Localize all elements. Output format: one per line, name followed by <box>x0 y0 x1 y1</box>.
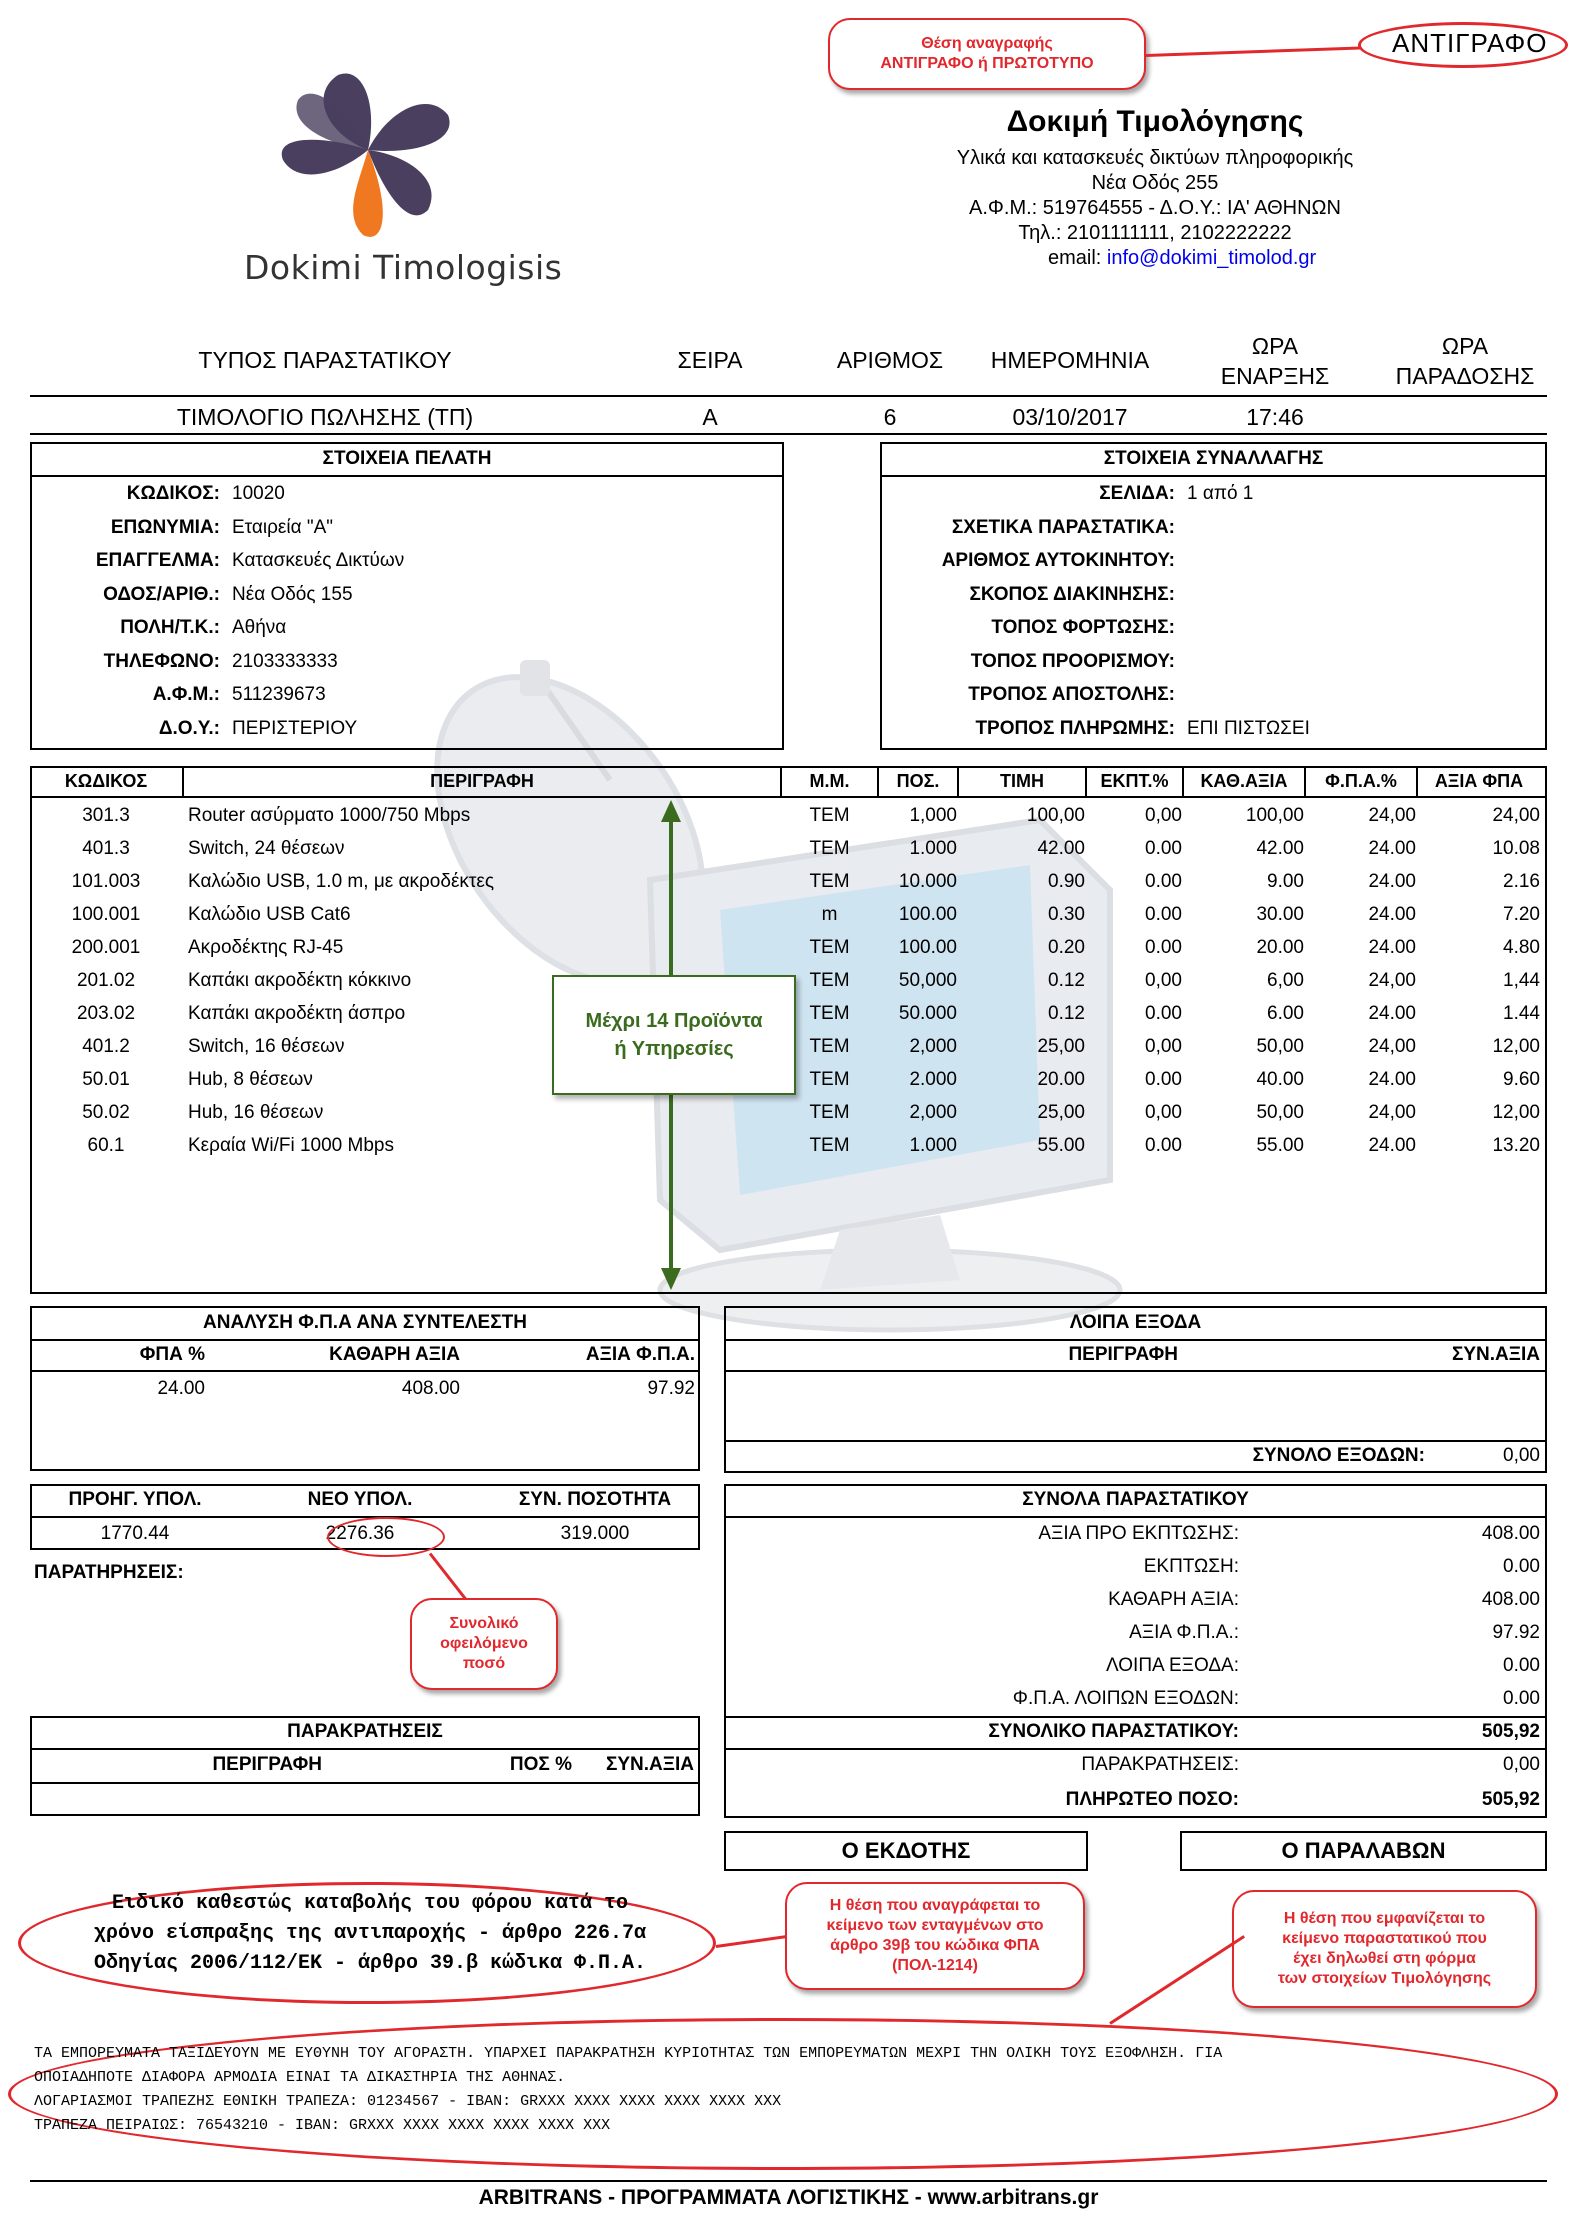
table-cell: ΤΕΜ <box>809 1003 850 1024</box>
table-cell: 40.00 <box>1256 1069 1304 1090</box>
other-expenses-total-value: 0,00 <box>1503 1445 1540 1466</box>
vat-col-net: ΚΑΘΑΡΗ ΑΞΙΑ <box>329 1344 460 1365</box>
totals-row-label: ΚΑΘΑΡΗ ΑΞΙΑ: <box>1108 1589 1239 1610</box>
table-cell: 20.00 <box>1037 1069 1085 1090</box>
transaction-field-label: ΤΡΟΠΟΣ ΑΠΟΣΤΟΛΗΣ: <box>968 684 1175 705</box>
vat-analysis-title-line <box>30 1339 700 1341</box>
table-cell: 24,00 <box>1368 805 1416 826</box>
callout-owed-line-3: ποσό <box>462 1655 506 1672</box>
table-cell: 1.000 <box>909 838 957 859</box>
callout-copy-position <box>828 18 1146 90</box>
table-cell: 100.001 <box>71 904 141 925</box>
receiver-signature-label: Ο ΠΑΡΑΛΑΒΩΝ <box>1281 1838 1446 1863</box>
totals-title: ΣΥΝΟΛΑ ΠΑΡΑΣΤΑΤΙΚΟΥ <box>1022 1489 1249 1510</box>
doc-header-divider <box>30 395 1547 397</box>
bottom-line: ARBITRANS - ΠΡΟΓΡΑΜΜΑΤΑ ΛΟΓΙΣΤΙΚΗΣ - www.arbitrans.gr <box>478 2186 1099 2209</box>
doc-date-label: ΗΜΕΡΟΜΗΝΙΑ <box>990 347 1150 373</box>
totals-row-value: 408.00 <box>1481 1523 1540 1544</box>
items-limit-callout <box>552 975 796 1095</box>
customer-field-label: Α.Φ.Μ.: <box>152 684 220 705</box>
table-cell: 42.00 <box>1037 838 1085 859</box>
balance-prev-value: 1770.44 <box>100 1523 170 1544</box>
table-cell: 6.00 <box>1267 1003 1304 1024</box>
withholdings-title-line <box>30 1748 700 1750</box>
balance-new-oval <box>327 1517 445 1557</box>
callout-special-line-3: άρθρο 39β του κώδικα ΦΠΑ <box>830 1937 1040 1954</box>
totals-row-label: Φ.Π.Α. ΛΟΙΠΩΝ ΕΞΟΔΩΝ: <box>1012 1688 1239 1709</box>
table-cell: Κεραία Wi/Fi 1000 Mbps <box>188 1135 394 1156</box>
table-cell: 60.1 <box>87 1135 125 1156</box>
items-col-header: ΠΟΣ. <box>896 771 940 791</box>
other-expenses-title-line <box>724 1339 1547 1341</box>
doc-number-value: 6 <box>883 404 897 430</box>
table-cell: 0.90 <box>1048 871 1085 892</box>
callout-owed-amount <box>410 1598 558 1690</box>
doc-start-label-1: ΩΡΑ <box>1251 333 1299 359</box>
issuer-signature-label: Ο ΕΚΔΟΤΗΣ <box>841 1838 971 1863</box>
table-cell: ΤΕΜ <box>809 871 850 892</box>
items-limit-line-1: Μέχρι 14 Προϊόντα <box>585 1010 763 1032</box>
table-cell: 25,00 <box>1037 1102 1085 1123</box>
balance-new-value: 2276.36 <box>325 1523 395 1544</box>
callout-footer-line-3: έχει δηλωθεί στη φόρμα <box>1293 1950 1476 1967</box>
other-expenses-header-line <box>724 1370 1547 1372</box>
customer-field-value: Αθήνα <box>232 617 287 638</box>
doc-type-value: ΤΙΜΟΛΟΓΙΟ ΠΩΛΗΣΗΣ (ΤΠ) <box>176 404 474 430</box>
transaction-field-label: ΤΡΟΠΟΣ ΠΛΗΡΩΜΗΣ: <box>975 717 1175 739</box>
withholdings-col-rate: ΠΟΣ % <box>509 1754 572 1775</box>
totals-row-value: 0.00 <box>1503 1655 1540 1676</box>
table-cell: ΤΕΜ <box>809 970 850 991</box>
customer-field-value: 10020 <box>232 483 285 504</box>
table-cell: 0.00 <box>1145 937 1182 958</box>
totals-grand-line <box>724 1716 1547 1718</box>
other-expenses-col-desc: ΠΕΡΙΓΡΑΦΗ <box>1068 1344 1178 1365</box>
customer-field-label: ΟΔΟΣ/ΑΡΙΘ.: <box>103 583 220 605</box>
table-cell: ΤΕΜ <box>809 1069 850 1090</box>
callout-footer-line-4: των στοιχείων Τιμολόγησης <box>1277 1970 1492 1987</box>
table-cell: 2,000 <box>909 1036 957 1057</box>
customer-field-value: Νέα Οδός 155 <box>232 583 353 605</box>
footer-text-line-4: ΤΡΑΠΕΖΑ ΠΕΙΡΑΙΩΣ: 76543210 - IBAN: GRXXX XXXX XXXX XXXX XXXX XXX <box>34 2117 611 2134</box>
table-cell: 20.00 <box>1256 937 1304 958</box>
totals-row-value: 97.92 <box>1492 1622 1540 1643</box>
doc-row-divider <box>30 433 1547 435</box>
table-cell: 6,00 <box>1267 970 1304 991</box>
table-cell: 2.16 <box>1503 871 1540 892</box>
table-cell: 50.000 <box>898 1003 957 1024</box>
vat-row-rate: 24.00 <box>157 1378 205 1399</box>
vat-row-vat: 97.92 <box>647 1378 695 1399</box>
callout-copy-line-2: ΑΝΤΙΓΡΑΦΟ ή ΠΡΩΤΟΤΥΠΟ <box>880 55 1094 72</box>
balance-col-prev: ΠΡΟΗΓ. ΥΠΟΛ. <box>68 1489 202 1510</box>
table-cell: ΤΕΜ <box>809 937 850 958</box>
doc-series-label: ΣΕΙΡΑ <box>677 347 743 373</box>
table-cell: 301.3 <box>82 805 130 826</box>
callout-owed-line-2: οφειλόμενο <box>440 1635 528 1652</box>
balance-col-new: ΝΕΟ ΥΠΟΛ. <box>307 1489 413 1510</box>
other-expenses-total-line <box>724 1440 1547 1442</box>
logo-flower-icon <box>268 65 468 250</box>
table-cell: 13.20 <box>1492 1135 1540 1156</box>
company-name: Δοκιμή Τιμολόγησης <box>1006 105 1304 138</box>
withholdings-header-line <box>30 1782 700 1784</box>
totals-row-label: ΕΚΠΤΩΣΗ: <box>1143 1556 1239 1577</box>
footer-text-line-2: ΟΠΟΙΑΔΗΠΟΤΕ ΔΙΑΦΟΡΑ ΑΡΜΟΔΙΑ ΕΙΝΑΙ ΤΑ ΔΙΚΑΣΤΗΡΙΑ ΤΗΣ ΑΘΗΝΑΣ. <box>34 2069 566 2086</box>
table-cell: 0,00 <box>1145 805 1182 826</box>
customer-title: ΣΤΟΙΧΕΙΑ ΠΕΛΑΤΗ <box>322 448 492 469</box>
table-cell: ΤΕΜ <box>809 838 850 859</box>
doc-start-label-2: ΕΝΑΡΞΗΣ <box>1220 363 1330 389</box>
callout-special-line-1: Η θέση που αναγράφεται το <box>829 1897 1041 1914</box>
vat-col-vat: ΑΞΙΑ Φ.Π.Α. <box>585 1344 695 1365</box>
withholdings-col-desc: ΠΕΡΙΓΡΑΦΗ <box>212 1754 322 1775</box>
items-col-header: ΕΚΠΤ.% <box>1100 771 1169 791</box>
totals-grand-label: ΣΥΝΟΛΙΚΟ ΠΑΡΑΣΤΑΤΙΚΟΥ: <box>988 1721 1239 1742</box>
withholdings-col-value: ΣΥΝ.ΑΞΙΑ <box>605 1754 694 1775</box>
table-cell: Καλώδιο USB, 1.0 m, με ακροδέκτες <box>188 871 495 892</box>
table-cell: 1,000 <box>909 805 957 826</box>
table-cell: 101.003 <box>71 871 141 892</box>
doc-number-label: ΑΡΙΘΜΟΣ <box>836 347 944 373</box>
customer-field-label: ΕΠΩΝΥΜΙΑ: <box>110 516 220 538</box>
table-cell: 24,00 <box>1368 970 1416 991</box>
table-cell: 9.00 <box>1267 871 1304 892</box>
table-cell: 0.00 <box>1145 1003 1182 1024</box>
table-cell: 2.000 <box>909 1069 957 1090</box>
customer-field-label: Δ.Ο.Υ.: <box>158 717 220 739</box>
copy-label: ΑΝΤΙΓΡΑΦΟ <box>1392 28 1548 58</box>
table-cell: 42.00 <box>1256 838 1304 859</box>
totals-grand-line-2 <box>724 1748 1547 1750</box>
customer-field-value: Εταιρεία "Α" <box>232 516 334 538</box>
customer-field-label: ΤΗΛΕΦΩΝΟ: <box>103 650 220 672</box>
callout-special-pointer <box>716 1935 786 1948</box>
transaction-title: ΣΤΟΙΧΕΙΑ ΣΥΝΑΛΛΑΓΗΣ <box>1103 448 1324 469</box>
special-text-line-2: χρόνο είσπραξης της αντιπαροχής - άρθρο 226.7α <box>93 1922 647 1945</box>
customer-title-line <box>30 475 784 477</box>
items-col-header: ΠΕΡΙΓΡΑΦΗ <box>430 771 534 791</box>
table-cell: m <box>821 904 838 925</box>
items-col-header: Φ.Π.Α.% <box>1325 771 1397 791</box>
items-col-header: ΤΙΜΗ <box>1000 771 1044 791</box>
table-cell: 100.00 <box>898 937 957 958</box>
footer-text-line-3: ΛΟΓΑΡΙΑΣΜΟΙ ΤΡΑΠΕΖΗΣ ΕΘΝΙΚΗ ΤΡΑΠΕΖΑ: 01234567 - IBAN: GRXXX XXXX XXXX XXXX XXXX XXX <box>34 2093 782 2110</box>
vat-analysis-header-line <box>30 1370 700 1372</box>
special-text-line-3: Οδηγίας 2006/112/ΕΚ - άρθρο 39.β κώδικα Φ.Π.Α. <box>93 1952 647 1975</box>
table-cell: 1.000 <box>909 1135 957 1156</box>
table-cell: 55.00 <box>1037 1135 1085 1156</box>
table-cell: 0.12 <box>1048 970 1085 991</box>
table-cell: Καλώδιο USB Cat6 <box>188 904 351 925</box>
table-cell: 7.20 <box>1503 904 1540 925</box>
items-limit-line-2: ή Υπηρεσίες <box>614 1038 734 1060</box>
items-col-header: ΚΑΘ.ΑΞΙΑ <box>1200 771 1288 791</box>
customer-field-label: ΕΠΑΓΓΕΛΜΑ: <box>95 550 220 571</box>
table-cell: 24.00 <box>1368 1003 1416 1024</box>
totals-grand-value: 505,92 <box>1481 1721 1540 1742</box>
totals-payable-value: 505,92 <box>1481 1789 1540 1810</box>
table-cell: 50,00 <box>1256 1036 1304 1057</box>
table-cell: 0,00 <box>1145 1102 1182 1123</box>
doc-delivery-label-2: ΠΑΡΑΔΟΣΗΣ <box>1395 363 1535 389</box>
callout-special-text <box>785 1882 1085 1990</box>
totals-row-value: 408.00 <box>1481 1589 1540 1610</box>
table-cell: 2,000 <box>909 1102 957 1123</box>
other-expenses-title: ΛΟΙΠΑ ΕΞΟΔΑ <box>1069 1312 1202 1333</box>
table-cell: 401.2 <box>82 1036 130 1057</box>
callout-footer-pointer <box>1109 1935 1245 2025</box>
table-cell: 10.08 <box>1492 838 1540 859</box>
table-cell: ΤΕΜ <box>809 1135 850 1156</box>
table-cell: 0.00 <box>1145 871 1182 892</box>
totals-row-label: ΛΟΙΠΑ ΕΞΟΔΑ: <box>1105 1655 1239 1676</box>
table-cell: ΤΕΜ <box>809 1036 850 1057</box>
totals-title-line <box>724 1516 1547 1518</box>
doc-series-value: Α <box>702 404 718 430</box>
table-cell: 50.01 <box>82 1069 130 1090</box>
company-tax: Α.Φ.Μ.: 519764555 - Δ.Ο.Υ.: ΙΑ' ΑΘΗΝΩΝ <box>969 197 1341 219</box>
totals-row-label: ΑΞΙΑ Φ.Π.Α.: <box>1129 1622 1239 1643</box>
transaction-field-value: ΕΠΙ ΠΙΣΤΩΣΕΙ <box>1187 717 1310 739</box>
table-cell: 12,00 <box>1492 1102 1540 1123</box>
table-cell: 0,00 <box>1145 970 1182 991</box>
logo-text: Dokimi Timologisis <box>244 248 563 287</box>
email-label: email: <box>1048 247 1102 269</box>
callout-footer-line-1: Η θέση που εμφανίζεται το <box>1283 1910 1486 1927</box>
table-cell: 401.3 <box>82 838 130 859</box>
table-cell: 12,00 <box>1492 1036 1540 1057</box>
table-cell: Hub, 16 θέσεων <box>188 1102 324 1123</box>
table-cell: 50,00 <box>1256 1102 1304 1123</box>
customer-field-value: ΠΕΡΙΣΤΕΡΙΟΥ <box>232 717 358 739</box>
table-cell: 9.60 <box>1503 1069 1540 1090</box>
other-expenses-total-label: ΣΥΝΟΛΟ ΕΞΟΔΩΝ: <box>1252 1445 1425 1466</box>
customer-field-value: 511239673 <box>232 684 326 705</box>
company-email-row <box>1048 247 1316 270</box>
items-col-header: ΚΩΔΙΚΟΣ <box>64 771 148 791</box>
table-cell: ΤΕΜ <box>809 805 850 826</box>
table-cell: 0.12 <box>1048 1003 1085 1024</box>
special-text-line-1: Ειδικό καθεστώς καταβολής του φόρου κατά το <box>111 1892 629 1915</box>
transaction-field-label: ΤΟΠΟΣ ΠΡΟΟΡΙΣΜΟΥ: <box>970 650 1175 672</box>
table-cell: 1,44 <box>1503 970 1540 991</box>
callout-footer-text <box>1232 1890 1537 2008</box>
withholdings-title: ΠΑΡΑΚΡΑΤΗΣΕΙΣ <box>287 1721 443 1742</box>
table-cell: 201.02 <box>76 970 136 991</box>
transaction-field-label: ΣΕΛΙΔΑ: <box>1099 483 1175 504</box>
table-cell: 0.00 <box>1145 1069 1182 1090</box>
table-cell: 203.02 <box>76 1003 136 1024</box>
callout-special-line-4: (ΠΟΛ-1214) <box>892 1957 978 1974</box>
email-link[interactable]: info@dokimi_timolod.gr <box>1106 247 1317 269</box>
table-cell: Router ασύρματο 1000/750 Mbps <box>188 805 471 826</box>
totals-row-value: 0.00 <box>1503 1556 1540 1577</box>
table-cell: ΤΕΜ <box>809 1102 850 1123</box>
table-cell: 100.00 <box>898 904 957 925</box>
company-phones: Τηλ.: 2101111111, 2102222222 <box>1018 222 1292 244</box>
vat-analysis-title: ΑΝΑΛΥΣΗ Φ.Π.Α ΑΝΑ ΣΥΝΤΕΛΕΣΤΗ <box>203 1312 527 1333</box>
table-cell: 0.00 <box>1145 1135 1182 1156</box>
transaction-field-label: ΣΧΕΤΙΚΑ ΠΑΡΑΣΤΑΤΙΚΑ: <box>951 516 1175 538</box>
items-header-line <box>30 796 1547 798</box>
vat-col-rate: ΦΠΑ % <box>139 1344 205 1365</box>
totals-withholding-value: 0,00 <box>1503 1754 1540 1775</box>
items-col-header: ΑΞΙΑ ΦΠΑ <box>1434 771 1524 791</box>
doc-delivery-label-1: ΩΡΑ <box>1441 333 1489 359</box>
table-cell: 25,00 <box>1037 1036 1085 1057</box>
table-cell: 200.001 <box>71 937 141 958</box>
table-cell: 24.00 <box>1368 871 1416 892</box>
company-activity: Υλικά και κατασκευές δικτύων πληροφορικής <box>956 147 1354 169</box>
transaction-field-label: ΣΚΟΠΟΣ ΔΙΑΚΙΝΗΣΗΣ: <box>969 583 1175 605</box>
table-cell: Ακροδέκτης RJ-45 <box>188 937 344 958</box>
table-cell: 0.00 <box>1145 904 1182 925</box>
table-cell: 50,000 <box>898 970 957 991</box>
table-cell: 100,00 <box>1245 805 1304 826</box>
table-cell: 0.20 <box>1048 937 1085 958</box>
callout-owed-line-1: Συνολικό <box>449 1615 519 1632</box>
table-cell: Hub, 8 θέσεων <box>188 1069 313 1090</box>
table-cell: Switch, 24 θέσεων <box>188 838 345 859</box>
table-cell: 24.00 <box>1368 1069 1416 1090</box>
table-cell: 100,00 <box>1026 805 1085 826</box>
table-cell: Καπάκι ακροδέκτη κόκκινο <box>188 970 412 991</box>
customer-field-label: ΠΟΛΗ/Τ.Κ.: <box>120 617 220 638</box>
bottom-divider <box>30 2180 1547 2182</box>
table-cell: 24.00 <box>1368 838 1416 859</box>
table-cell: 55.00 <box>1256 1135 1304 1156</box>
callout-copy-pointer <box>1146 47 1360 57</box>
callout-footer-line-2: κείμενο παραστατικού που <box>1282 1930 1487 1947</box>
transaction-title-line <box>880 475 1547 477</box>
table-cell: Καπάκι ακροδέκτη άσπρο <box>188 1003 406 1024</box>
table-cell: Switch, 16 θέσεων <box>188 1036 345 1057</box>
customer-field-label: ΚΩΔΙΚΟΣ: <box>126 483 220 504</box>
table-cell: 24,00 <box>1368 1102 1416 1123</box>
table-cell: 24.00 <box>1368 1135 1416 1156</box>
balance-col-qty: ΣΥΝ. ΠΟΣΟΤΗΤΑ <box>518 1489 672 1510</box>
transaction-field-label: ΑΡΙΘΜΟΣ ΑΥΤΟΚΙΝΗΤΟΥ: <box>941 550 1175 571</box>
totals-withholding-label: ΠΑΡΑΚΡΑΤΗΣΕΙΣ: <box>1081 1754 1239 1775</box>
customer-field-value: 2103333333 <box>232 650 338 672</box>
table-cell: 24,00 <box>1492 805 1540 826</box>
transaction-field-value: 1 από 1 <box>1187 483 1254 504</box>
totals-row-label: ΑΞΙΑ ΠΡΟ ΕΚΠΤΩΣΗΣ: <box>1038 1523 1239 1544</box>
table-cell: 24,00 <box>1368 1036 1416 1057</box>
notes-label: ΠΑΡΑΤΗΡΗΣΕΙΣ: <box>34 1562 184 1583</box>
doc-date-value: 03/10/2017 <box>1012 404 1128 430</box>
company-address: Νέα Οδός 255 <box>1091 172 1219 194</box>
items-col-header: Μ.Μ. <box>809 771 850 791</box>
vat-row-net: 408.00 <box>401 1378 460 1399</box>
table-cell: 50.02 <box>82 1102 130 1123</box>
table-cell: 0.30 <box>1048 904 1085 925</box>
table-cell: 30.00 <box>1256 904 1304 925</box>
callout-copy-line-1: Θέση αναγραφής <box>921 35 1053 52</box>
table-cell: 24.00 <box>1368 904 1416 925</box>
table-cell: 24.00 <box>1368 937 1416 958</box>
callout-special-line-2: κείμενο των ενταγμένων στο <box>826 1917 1044 1934</box>
totals-row-value: 0.00 <box>1503 1688 1540 1709</box>
table-cell: 0,00 <box>1145 1036 1182 1057</box>
totals-payable-label: ΠΛΗΡΩΤΕΟ ΠΟΣΟ: <box>1065 1789 1239 1810</box>
doc-start-value: 17:46 <box>1246 404 1304 430</box>
balance-qty-value: 319.000 <box>560 1523 630 1544</box>
footer-text-line-1: ΤΑ ΕΜΠΟΡΕΥΜΑΤΑ ΤΑΞΙΔΕΥΟΥΝ ΜΕ ΕΥΘΥΝΗ ΤΟΥ ΑΓΟΡΑΣΤΗ. ΥΠΑΡΧΕΙ ΠΑΡΑΚΡΑΤΗΣΗ ΚΥΡΙΟΤΗΤΑΣ ΤΩΝ ΕΜΠΟΡΕΥΜΑΤΩΝ ΜΕΧΡΙ ΤΗΝ ΟΛΙΚΗ ΤΟΥΣ ΕΞΟΦΛΗΣΗ. ΓΙΑ <box>34 2045 1223 2062</box>
other-expenses-col-value: ΣΥΝ.ΑΞΙΑ <box>1451 1344 1540 1365</box>
doc-type-label: ΤΥΠΟΣ ΠΑΡΑΣΤΑΤΙΚΟΥ <box>198 347 452 373</box>
table-cell: 0.00 <box>1145 838 1182 859</box>
table-cell: 4.80 <box>1503 937 1540 958</box>
table-cell: 1.44 <box>1503 1003 1540 1024</box>
transaction-field-label: ΤΟΠΟΣ ΦΟΡΤΩΣΗΣ: <box>991 617 1175 638</box>
customer-field-value: Κατασκευές Δικτύων <box>232 550 405 571</box>
table-cell: 10.000 <box>898 871 957 892</box>
